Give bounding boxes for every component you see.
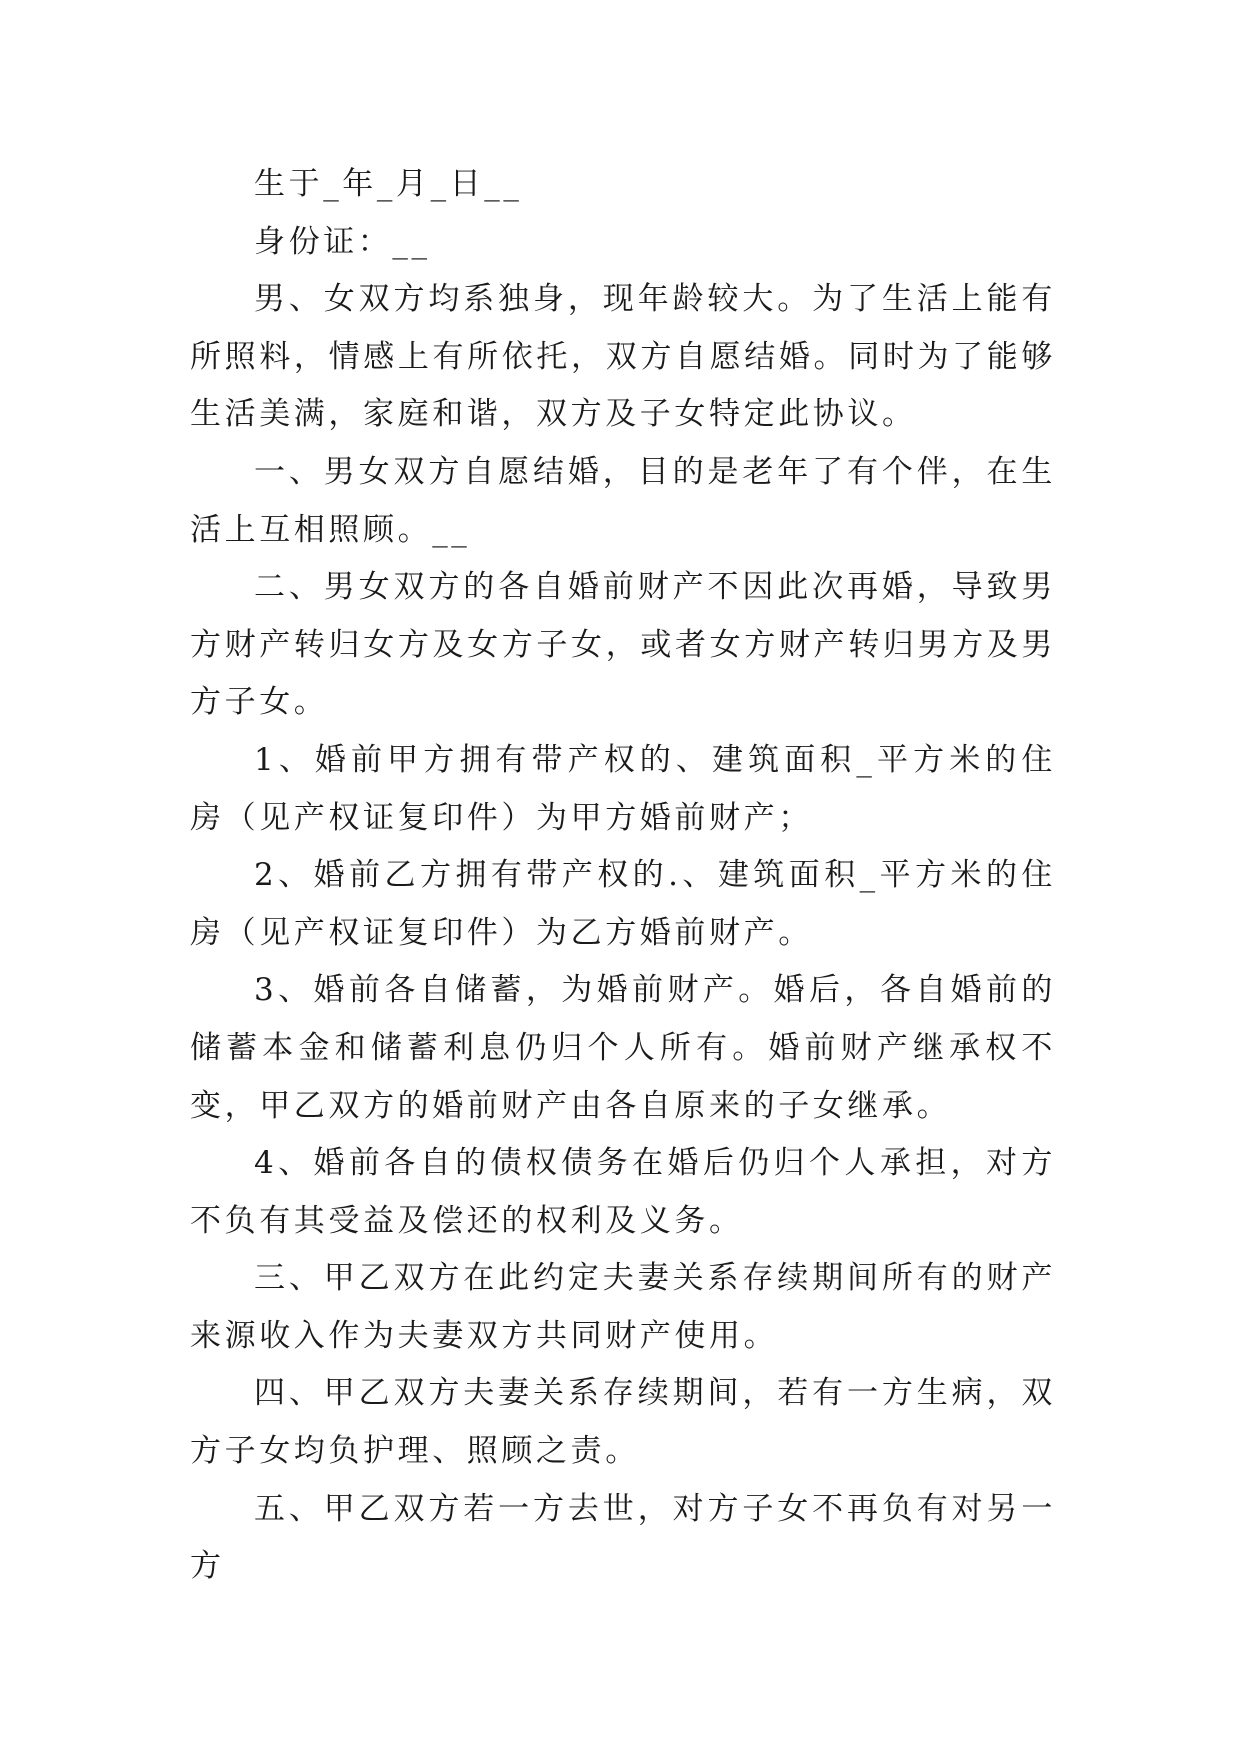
clause-2-item-3: 3、婚前各自储蓄，为婚前财产。婚后，各自婚前的储蓄本金和储蓄利息仍归个人所有。婚前财产继承权不变，甲乙双方的婚前财产由各自原来的子女继承。 [190, 972, 1056, 1124]
preamble-paragraph: 男、女双方均系独身，现年龄较大。为了生活上能有所照料，情感上有所依托，双方自愿结婚。同时为了能够生活美满，家庭和谐，双方及子女特定此协议。 [190, 281, 1056, 433]
clause-2-item-1: 1、婚前甲方拥有带产权的、建筑面积_平方米的住房（见产权证复印件）为甲方婚前财产； [190, 741, 1056, 836]
clause-4: 四、甲乙双方夫妻关系存续期间，若有一方生病，双方子女均负护理、照顾之责。 [190, 1375, 1056, 1470]
document-body [190, 156, 1056, 1596]
clause-2-item-4: 4、婚前各自的债权债务在婚后仍归个人承担，对方不负有其受益及偿还的权利及义务。 [190, 1145, 1056, 1239]
clause-5: 五、甲乙双方若一方去世，对方子女不再负有对另一方 [190, 1490, 1056, 1585]
clause-2: 二、男女双方的各自婚前财产不因此次再婚，导致男方财产转归女方及女方子女，或者女方财产转归男方及男方子女。 [190, 569, 1056, 721]
id-card-line: 身份证：__ [254, 223, 431, 260]
clause-2-item-2: 2、婚前乙方拥有带产权的.、建筑面积_平方米的住房（见产权证复印件）为乙方婚前财产。 [190, 857, 1056, 951]
birth-date-line: 生于_年_月_日__ [254, 166, 523, 202]
clause-1: 一、男女双方自愿结婚，目的是老年了有个伴，在生活上互相照顾。__ [190, 453, 1056, 548]
clause-3: 三、甲乙双方在此约定夫妻关系存续期间所有的财产来源收入作为夫妻双方共同财产使用。 [190, 1260, 1056, 1354]
